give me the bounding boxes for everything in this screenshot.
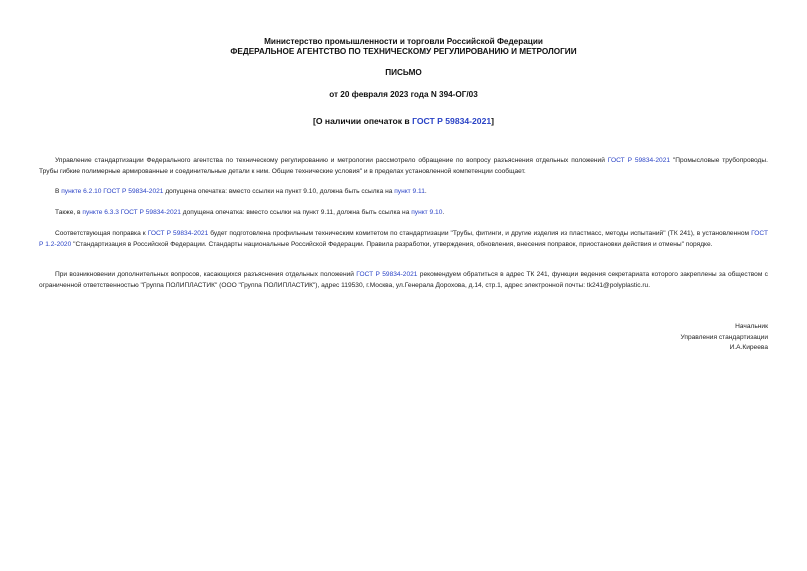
subject-close-text: ]: [491, 116, 495, 126]
clause-9-11-link[interactable]: пункт 9.11: [394, 188, 425, 195]
signature-department: Управления стандартизации: [680, 334, 768, 341]
subject-gost-link[interactable]: ГОСТ Р 59834-2021: [412, 116, 492, 126]
clause-6-2-10-link[interactable]: пункте 6.2.10 ГОСТ Р 59834-2021: [61, 188, 164, 195]
paragraph-contacts: [39, 269, 768, 291]
document-subject: [0, 116, 807, 126]
paragraph-text: допущена опечатка: вместо ссылки на пункт 9.10, должна быть ссылка на: [163, 188, 395, 195]
ministry-name: Министерство промышленности и торговли Российской Федерации: [264, 37, 543, 46]
paragraph-text: Управление стандартизации Федерального агентства по техническому регулированию и метрологии рассмотрело обращение по вопросу разъяснения отдельных положений: [55, 157, 608, 164]
paragraph-text: Также, в: [55, 209, 83, 216]
signature-name: И.А.Киреева: [729, 344, 768, 351]
paragraph-text: допущена опечатка: вместо ссылки на пункт 9.11, должна быть ссылка на: [180, 209, 412, 216]
paragraph-typo-6-2-10: [39, 186, 768, 197]
paragraph-intro: [39, 155, 768, 177]
paragraph-text: .: [442, 209, 445, 216]
paragraph-text: "Промысловые трубопроводы. Трубы гибкие полимерные армированные и соединительные детали к ним. Общие технические условия" и в пределах установленной компетенции сообщает.: [39, 157, 768, 175]
paragraph-text: будет подготовлена профильным техническим комитетом по стандартизации "Трубы, фитинги, и другие изделия из пластмасс, методы испытаний" (ТК 241), в установленном: [208, 230, 752, 237]
document-type: ПИСЬМО: [385, 68, 422, 77]
paragraph-text: В: [55, 188, 62, 195]
paragraph-typo-6-3-3: [39, 207, 768, 218]
paragraph-amendment: [39, 228, 768, 250]
clause-9-10-link[interactable]: пункт 9.10: [411, 209, 443, 216]
agency-name: ФЕДЕРАЛЬНОЕ АГЕНТСТВО ПО ТЕХНИЧЕСКОМУ РЕГУЛИРОВАНИЮ И МЕТРОЛОГИИ: [230, 47, 577, 56]
subject-open-text: [О наличии опечаток в: [312, 116, 413, 126]
signature-title: Начальник: [735, 323, 768, 330]
gost-59834-link[interactable]: ГОСТ Р 59834-2021: [147, 230, 209, 237]
paragraph-text: При возникновении дополнительных вопросов, касающихся разъяснения отдельных положений: [55, 271, 357, 278]
paragraph-text: Соответствующая поправка к: [55, 230, 148, 237]
clause-6-3-3-link[interactable]: пункте 6.3.3 ГОСТ Р 59834-2021: [82, 209, 181, 216]
gost-59834-link[interactable]: ГОСТ Р 59834-2021: [607, 157, 671, 164]
paragraph-text: "Стандартизация в Российской Федерации. Стандарты национальные Российской Федерации. Правила разработки, утверждения, обновления, внесения поправок, приостановки действия и отмены" порядке.: [71, 241, 713, 248]
gost-1-2-link[interactable]: ГОСТ Р 1.2-2020: [39, 230, 768, 248]
paragraph-text: .: [424, 188, 427, 195]
document-date-number: от 20 февраля 2023 года N 394-ОГ/03: [329, 90, 478, 99]
gost-59834-link[interactable]: ГОСТ Р 59834-2021: [356, 271, 418, 278]
paragraph-text: рекомендуем обратиться в адрес ТК 241, функции ведения секретариата которого закреплены за обществом с ограниченной ответственностью "Группа ПОЛИПЛАСТИК" (ООО "Группа ПОЛИПЛАСТИК"), адрес 119530, г.Москва, ул.Генерала Дорохова, д.14, стр.1, адрес электронной почты: tk241@polyplastic.ru.: [39, 271, 768, 289]
